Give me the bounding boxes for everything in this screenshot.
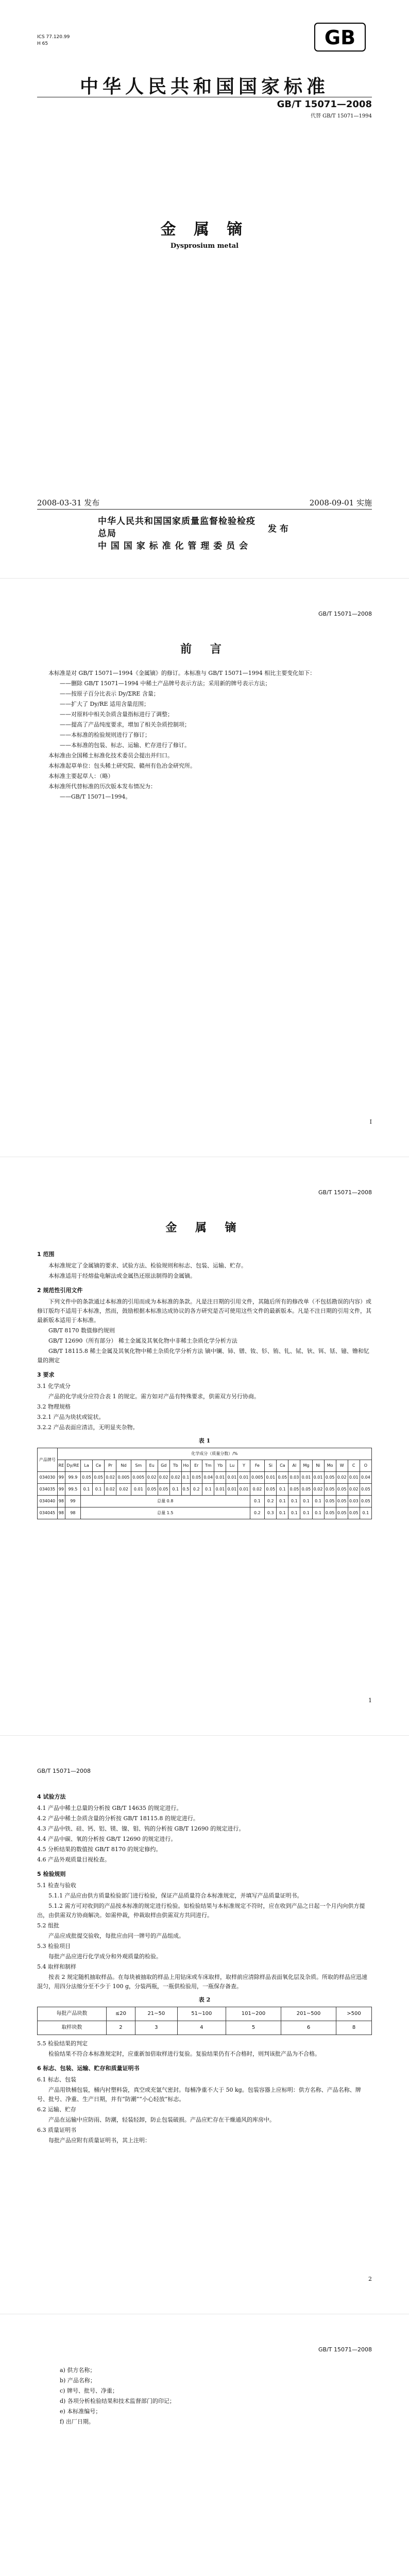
column-header: La (81, 1460, 93, 1472)
cover-page (0, 0, 409, 579)
table-cell: 0.05 (191, 1472, 202, 1484)
subsection-heading: 5.5 检验结果的判定 (37, 2040, 88, 2047)
column-header: Eu (146, 1460, 158, 1472)
batch-size-header: 每批产品块数 (38, 2007, 107, 2021)
table-cell: 0.01 (131, 1484, 146, 1496)
table-cell: 0.2 (250, 1507, 265, 1519)
list-item: d) 各项分析检验结果和技术监督部门的印记； (60, 2398, 175, 2404)
table-cell: 0.005 (131, 1472, 146, 1484)
table-row (38, 1496, 372, 1507)
paragraph: 检验结果不符合本标准规定时，应重新加倍取样进行复验。复验结果仍有不合格时，则判该批产品为不合格。 (48, 2050, 320, 2057)
section-heading: 4 试验方法 (37, 1793, 66, 1800)
section-heading: 1 范围 (37, 1251, 55, 1258)
table-cell: 0.1 (277, 1496, 288, 1507)
table-row (38, 1472, 372, 1484)
table-cell: 99.5 (65, 1484, 80, 1496)
national-standard-title: 中华人民共和国国家标准 (79, 76, 329, 97)
foreword-item: ——对原料中相关杂质含量指标进行了调整； (60, 711, 173, 718)
table-cell: 0.1 (181, 1472, 190, 1484)
standard-name-en: Dysprosium metal (170, 242, 239, 250)
table-cell: 0.1 (288, 1496, 300, 1507)
table-header-row (38, 2007, 372, 2021)
standard-number: GB/T 15071—2008 (277, 99, 372, 110)
table-cell: 0.02 (105, 1472, 116, 1484)
table-cell: 0.04 (202, 1472, 214, 1484)
standard-name-zh: 金 属 镝 (160, 221, 249, 239)
table-cell: 5 (226, 2021, 281, 2035)
foreword-item: ——扩大了 Dy/RE 适用含量范围； (60, 701, 150, 707)
table-cell: ≤20 (106, 2007, 135, 2021)
column-header: Tm (202, 1460, 214, 1472)
table-cell: 0.3 (265, 1507, 277, 1519)
sample-count-label: 取样块数 (38, 2021, 107, 2035)
issuer-aqsiq: 中华人民共和国国家质量监督检验检疫总局 (98, 516, 255, 539)
page-header-number: GB/T 15071—2008 (318, 611, 372, 617)
list-item: f) 出厂日期。 (60, 2418, 94, 2425)
table-cell: 034045 (38, 1507, 58, 1519)
foreword-item: ——本标准的检验规则进行了修订； (60, 732, 150, 738)
table-cell: 0.2 (265, 1496, 277, 1507)
table-cell: 0.1 (277, 1484, 288, 1496)
table-cell: 0.05 (81, 1472, 93, 1484)
table-cell: 0.05 (336, 1507, 348, 1519)
clause: 3.2.2 产品表面应清洁，无明显夹杂物。 (37, 1424, 139, 1431)
paragraph: 5.1.1 产品应由供方质量检验部门进行检验，保证产品质量符合本标准规定，并填写产品质量证明书。 (48, 1892, 303, 1899)
paragraph: 每批产品应进行化学成分和外观质量的检验。 (48, 1953, 162, 1960)
table-cell: 0.1 (312, 1507, 324, 1519)
table-cell: 总量 1.5 (81, 1507, 250, 1519)
table-cell: 0.2 (191, 1484, 202, 1496)
table-cell: 21~50 (135, 2007, 178, 2021)
table-cell: 0.05 (158, 1484, 169, 1496)
table-cell: 51~100 (177, 2007, 226, 2021)
table-row (38, 1484, 372, 1496)
reference-item: GB/T 12690（所有部分） 稀土金属及其氧化物中非稀土杂质化学分析方法 (48, 1337, 237, 1344)
main-body-3 (37, 2366, 372, 2428)
main-page-1 (0, 1157, 409, 1736)
column-header: Mo (324, 1460, 336, 1472)
column-header: W (336, 1460, 348, 1472)
table-caption: 表 2 (198, 1996, 211, 2003)
clause: 4.1 产品中稀土总量的分析按 GB/T 14635 的规定进行。 (37, 1805, 182, 1811)
subsection-heading: 5.1 检查与验收 (37, 1882, 76, 1889)
issued-label: 发 布 (268, 524, 288, 534)
subsection-heading: 5.4 取样和制样 (37, 1963, 76, 1970)
table-cell: 0.01 (300, 1472, 312, 1484)
table-cell: 0.05 (146, 1484, 158, 1496)
foreword-body (37, 669, 372, 803)
table-cell: 034035 (38, 1484, 58, 1496)
table-cell: 0.02 (312, 1484, 324, 1496)
table-cell: 4 (177, 2021, 226, 2035)
ics-code: ICS 77.120.99 (37, 35, 70, 40)
table-cell: 总量 0.8 (81, 1496, 250, 1507)
column-header: Ce (93, 1460, 105, 1472)
page-header-number: GB/T 15071—2008 (37, 1768, 91, 1774)
page-number: 2 (368, 2276, 372, 2282)
clause: 4.3 产品中铁、硅、钙、铝、镁、镍、钼、钨的分析按 GB/T 12690 的规定进行。 (37, 1825, 245, 1832)
column-header: O (360, 1460, 371, 1472)
main-body (37, 1245, 372, 1519)
table-cell: 99 (57, 1484, 65, 1496)
foreword-item: ——GB/T 15071—1994。 (60, 793, 131, 800)
column-header: Er (191, 1460, 202, 1472)
table-cell: 0.1 (312, 1496, 324, 1507)
table-cell: 0.1 (300, 1496, 312, 1507)
issuer-sac: 中 国 国 家 标 准 化 管 理 委 员 会 (98, 541, 249, 551)
table-cell: 98 (57, 1507, 65, 1519)
subsection-heading: 6.1 标志、包装 (37, 2076, 76, 2083)
column-header: Nd (116, 1460, 131, 1472)
table-cell: 0.02 (169, 1472, 181, 1484)
table-cell: 0.02 (146, 1472, 158, 1484)
main-title: 金 属 镝 (165, 1221, 244, 1234)
table-cell: 0.02 (250, 1484, 265, 1496)
replaces-note: 代替 GB/T 15071—1994 (311, 113, 372, 119)
foreword-para: 本标准由全国稀土标准化技术委员会提出并归口。 (48, 752, 173, 759)
table-cell: 0.005 (116, 1472, 131, 1484)
table-cell: 0.05 (324, 1507, 336, 1519)
foreword-item: ——按原子百分比表示 Dy/ΣRE 含量； (60, 690, 159, 697)
list-item: e) 本标准编号； (60, 2408, 101, 2415)
table-cell: 2 (106, 2021, 135, 2035)
gb-logo-icon (314, 23, 366, 52)
table-cell: 98 (57, 1496, 65, 1507)
paragraph: 产品的化学成分应符合表 1 的规定。需方如对产品有特殊要求，供需双方另行协商。 (48, 1393, 260, 1400)
foreword-title: 前 言 (180, 642, 229, 656)
table-cell: 0.1 (81, 1484, 93, 1496)
column-header: C (348, 1460, 360, 1472)
subsection-heading: 3.1 化学成分 (37, 1383, 71, 1389)
table-cell: 0.05 (324, 1484, 336, 1496)
chemical-composition-table (37, 1448, 372, 1519)
issuing-bodies (98, 515, 263, 552)
column-header: Tb (169, 1460, 181, 1472)
table-cell: 6 (281, 2021, 336, 2035)
table-cell: 034030 (38, 1472, 58, 1484)
clause: 4.5 分析结果的数值按 GB/T 8170 的规定修约。 (37, 1846, 162, 1853)
table-cell: 3 (135, 2021, 178, 2035)
list-item: b) 产品名称； (60, 2377, 96, 2384)
foreword-para: 本标准是对 GB/T 15071—1994《金属镝》的修订。本标准与 GB/T 15071—1994 相比主要变化如下： (48, 670, 316, 676)
subsection-heading: 3.2 物理规格 (37, 1403, 71, 1410)
table-body (38, 1472, 372, 1519)
table-cell: 99.9 (65, 1472, 80, 1484)
table-cell: 0.1 (250, 1496, 265, 1507)
list-item: a) 供方名称； (60, 2367, 96, 2374)
column-header: Fe (250, 1460, 265, 1472)
table-cell: 0.02 (348, 1484, 360, 1496)
table-cell: 0.01 (238, 1472, 250, 1484)
paragraph: 5.1.2 需方可对收到的产品按本标准的规定进行检验。如检验结果与本标准规定不符时，应在收到产品之日起一个月内向供方提出，由供需双方协商解决。如需仲裁，仲裁取样由供需双方共同进行。 (37, 1903, 365, 1919)
foreword-item: ——本标准的包装、标志、运输、贮存进行了修订。 (60, 742, 190, 749)
table-cell: 0.1 (300, 1507, 312, 1519)
foreword-page (0, 579, 409, 1157)
table-cell: 0.05 (360, 1484, 371, 1496)
release-date: 2008-03-31 发布 (37, 498, 100, 507)
page-header-number: GB/T 15071—2008 (318, 1189, 372, 1196)
table-cell: >500 (336, 2007, 372, 2021)
column-header: Lu (226, 1460, 238, 1472)
table-cell: 0.02 (116, 1484, 131, 1496)
column-header: Ni (312, 1460, 324, 1472)
foreword-para: 本标准主要起草人：（略） (48, 773, 114, 779)
table-cell: 0.05 (288, 1484, 300, 1496)
section-heading: 3 要求 (37, 1371, 55, 1378)
page-number: 1 (368, 1697, 372, 1704)
paragraph: 本标准适用于经熔盐电解法或金属热还原法制得的金属镝。 (48, 1273, 196, 1279)
table-cell: 99 (57, 1472, 65, 1484)
main-body-2 (37, 1787, 372, 2146)
svg-text:GB: GB (324, 26, 356, 49)
table-cell: 0.05 (300, 1484, 312, 1496)
classification-codes (37, 34, 70, 47)
reference-item: GB/T 18115.8 稀土金属及其氧化物中稀土杂质化学分析方法 镝中镧、铈、镨、钕、钐、铕、钆、铽、钬、铒、铥、镱、镥和钇量的测定 (37, 1348, 369, 1364)
composition-header: 化学成分（质量分数）/% (57, 1448, 371, 1460)
foreword-item: ——提高了产品纯度要求，增加了相关杂质控制项； (60, 721, 190, 728)
table-cell: 0.1 (288, 1507, 300, 1519)
column-header: Sm (131, 1460, 146, 1472)
section-heading: 5 检验规则 (37, 1871, 66, 1877)
table-cell: 0.1 (93, 1484, 105, 1496)
table-header-row (38, 1448, 372, 1460)
subsection-heading: 6.2 运输、贮存 (37, 2106, 76, 2113)
column-header: Ca (277, 1460, 288, 1472)
table-cell: 0.05 (324, 1496, 336, 1507)
table-cell: 0.05 (265, 1484, 277, 1496)
table-cell: 034040 (38, 1496, 58, 1507)
clause: 4.6 产品外观质量目视检查。 (37, 1856, 110, 1863)
table-column-row (38, 1460, 372, 1472)
clause: 3.2.1 产品为块状或锭状。 (37, 1414, 105, 1420)
table-caption: 表 1 (198, 1437, 211, 1444)
bottom-rule (37, 509, 372, 510)
paragraph: 每批产品应附有质量证明书，其上注明： (48, 2137, 150, 2144)
column-header: Dy/RE (65, 1460, 80, 1472)
foreword-item: ——删除 GB/T 15071—1994 中稀土产品牌号表示方法；采用新的牌号表示方法； (60, 680, 271, 687)
table-cell: 0.01 (238, 1484, 250, 1496)
table-cell: 0.05 (348, 1507, 360, 1519)
foreword-para: 本标准起草单位：包头稀土研究院、赣州有色冶金研究所。 (48, 762, 196, 769)
table-cell: 0.01 (312, 1472, 324, 1484)
table-cell: 0.05 (93, 1472, 105, 1484)
foreword-para: 本标准所代替标准的历次版本发布情况为： (48, 783, 156, 790)
column-header: Y (238, 1460, 250, 1472)
subsection-heading: 5.3 检验项目 (37, 1943, 71, 1950)
table-cell: 99 (65, 1496, 80, 1507)
column-header: Yb (214, 1460, 226, 1472)
brand-header: 产品牌号 (38, 1448, 58, 1472)
clause: 4.2 产品中稀土杂质含量的分析按 GB/T 18115.8 的规定进行。 (37, 1815, 199, 1822)
table-cell: 0.1 (360, 1507, 371, 1519)
table-cell: 0.05 (336, 1484, 348, 1496)
table-cell: 0.05 (336, 1496, 348, 1507)
table-cell: 0.1 (169, 1484, 181, 1496)
table-cell: 0.1 (202, 1484, 214, 1496)
table-cell: 0.01 (214, 1472, 226, 1484)
table-cell: 98 (65, 1507, 80, 1519)
column-header: Pr (105, 1460, 116, 1472)
section-heading: 2 规范性引用文件 (37, 1287, 83, 1294)
table-cell: 0.03 (348, 1496, 360, 1507)
table-cell: 0.04 (360, 1472, 371, 1484)
table-cell: 0.03 (288, 1472, 300, 1484)
ccs-code: H 65 (37, 41, 48, 46)
subsection-heading: 6.3 质量证明书 (37, 2127, 76, 2133)
paragraph: 下列文件中的条款通过本标准的引用而成为本标准的条款。凡是注日期的引用文件，其随后所有的修改单（不包括勘误的内容）或修订版均不适用于本标准，然而，鼓励根据本标准达成协议的各方研究是否可使用这些文件的最新版本。凡是不注日期的引用文件，其最新版本适用于本标准。 (37, 1298, 371, 1324)
paragraph: 本标准规定了金属镝的要求、试验方法、检验规则和标志、包装、运输、贮存。 (48, 1262, 247, 1269)
paragraph: 产品应成批提交验收，每批应由同一牌号的产品组成。 (48, 1933, 184, 1939)
page-header-number: GB/T 15071—2008 (318, 2346, 372, 2353)
page-number: I (369, 1118, 372, 1125)
table-cell: 0.02 (158, 1472, 169, 1484)
column-header: Al (288, 1460, 300, 1472)
column-header: RE (57, 1460, 65, 1472)
table-cell: 201~500 (281, 2007, 336, 2021)
table-cell: 0.01 (214, 1484, 226, 1496)
table-cell: 0.05 (360, 1496, 371, 1507)
section-heading: 6 标志、包装、运输、贮存和质量证明书 (37, 2065, 140, 2072)
table-cell: 0.1 (277, 1507, 288, 1519)
table-cell: 0.02 (105, 1484, 116, 1496)
subsection-heading: 5.2 组批 (37, 1922, 59, 1929)
table-cell: 0.01 (226, 1472, 238, 1484)
clause: 4.4 产品中碳、氧的分析按 GB/T 12690 的规定进行。 (37, 1836, 177, 1842)
table-cell: 0.5 (181, 1484, 190, 1496)
table-cell: 0.05 (277, 1472, 288, 1484)
table-cell: 0.01 (265, 1472, 277, 1484)
implementation-date: 2008-09-01 实施 (309, 498, 372, 507)
main-page-3 (0, 2314, 409, 2576)
table-cell: 0.01 (348, 1472, 360, 1484)
table-cell: 0.005 (250, 1472, 265, 1484)
table-cell: 8 (336, 2021, 372, 2035)
paragraph: 按表 2 规定随机抽取样品。在每块被抽取的样品上用钻床或车床取样，取样前应清除样品表面氧化层及杂质。所取的样品应迅速混匀，用四分法缩分至不少于 100 g，分装两瓶，一瓶供检验用，一瓶保存备查。 (37, 1974, 367, 1990)
table-row (38, 2021, 372, 2035)
column-header: Mg (300, 1460, 312, 1472)
paragraph: 产品在运输中应防雨、防潮，轻装轻卸，防止包装破损。产品应贮存在干燥通风的库房中。 (48, 2116, 275, 2123)
table-cell: 0.05 (324, 1472, 336, 1484)
table-cell: 0.02 (336, 1472, 348, 1484)
column-header: Ho (181, 1460, 190, 1472)
reference-item: GB/T 8170 数值修约规则 (48, 1327, 115, 1334)
table-row (38, 1507, 372, 1519)
table-cell: 0.01 (226, 1484, 238, 1496)
sampling-table (37, 2007, 372, 2035)
table-cell: 101~200 (226, 2007, 281, 2021)
main-page-2 (0, 1736, 409, 2314)
column-header: Si (265, 1460, 277, 1472)
column-header: Gd (158, 1460, 169, 1472)
paragraph: 产品用铁桶包装，桶内衬塑料袋，真空或充氩气密封。每桶净重不大于 50 kg。包装容器上应标明：供方名称、产品名称、牌号、批号、净重、生产日期，并有“防潮”“小心轻放”标志。 (37, 2087, 361, 2103)
list-item: c) 牌号、批号、净重； (60, 2387, 118, 2394)
